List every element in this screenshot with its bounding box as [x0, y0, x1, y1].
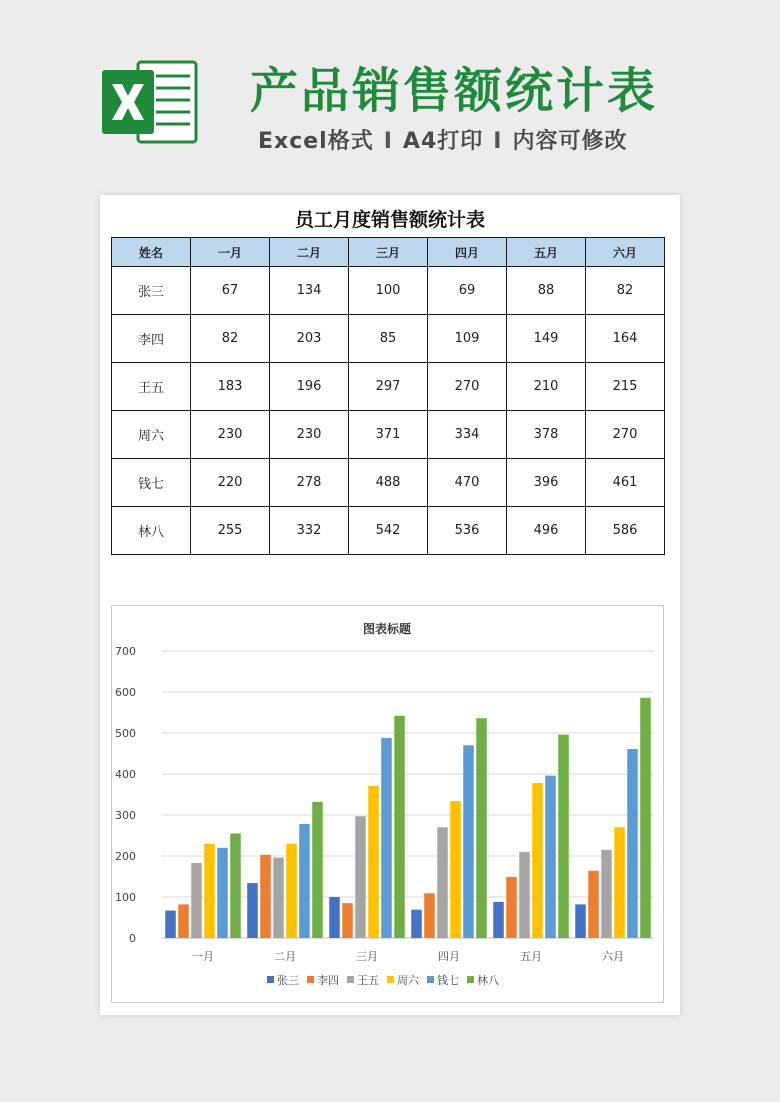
- y-tick-label: 0: [129, 932, 136, 945]
- legend-swatch: [347, 976, 354, 983]
- cell-value: 297: [349, 363, 428, 411]
- y-tick-label: 700: [115, 645, 136, 658]
- page-header: [0, 0, 780, 195]
- bar: [575, 904, 586, 938]
- bar: [191, 863, 202, 938]
- bar-chart: [112, 606, 663, 1002]
- x-tick-label: 二月: [274, 950, 296, 963]
- legend-label: 林八: [477, 974, 499, 987]
- subtitle-separator: I: [493, 129, 503, 154]
- legend-label: 周六: [397, 974, 419, 987]
- cell-name: 王五: [112, 363, 191, 411]
- cell-value: 69: [428, 267, 507, 315]
- cell-value: 109: [428, 315, 507, 363]
- y-tick-label: 300: [115, 809, 136, 822]
- bar: [450, 801, 461, 938]
- bar: [506, 877, 517, 938]
- x-tick-label: 四月: [438, 950, 460, 963]
- legend-swatch: [307, 976, 314, 983]
- cell-name: 钱七: [112, 459, 191, 507]
- legend-label: 李四: [317, 974, 339, 987]
- subtitle-print: A4打印: [402, 129, 484, 154]
- legend-swatch: [267, 976, 274, 983]
- bar: [178, 904, 189, 938]
- table-row: [112, 315, 665, 363]
- y-tick-label: 500: [115, 727, 136, 740]
- page-subtitle: [258, 124, 627, 155]
- bar: [247, 883, 258, 938]
- bar: [545, 776, 556, 938]
- cell-value: 230: [191, 411, 270, 459]
- legend-swatch: [387, 976, 394, 983]
- bar: [411, 910, 422, 938]
- cell-value: 378: [507, 411, 586, 459]
- bar: [381, 738, 392, 938]
- bar: [204, 844, 215, 938]
- table-header-row: [112, 238, 665, 267]
- bar: [493, 902, 504, 938]
- cell-value: 255: [191, 507, 270, 555]
- bar: [312, 802, 323, 938]
- x-axis-ticks: [192, 950, 624, 963]
- y-tick-label: 400: [115, 768, 136, 781]
- bar: [165, 911, 176, 938]
- cell-value: 278: [270, 459, 349, 507]
- header-cell-month: 三月: [349, 238, 428, 267]
- bar: [476, 718, 487, 938]
- cell-value: 215: [586, 363, 665, 411]
- cell-value: 332: [270, 507, 349, 555]
- cell-value: 203: [270, 315, 349, 363]
- legend-label: 钱七: [437, 974, 459, 987]
- bar: [532, 783, 543, 938]
- bar: [424, 893, 435, 938]
- page-title: 产品销售额统计表: [250, 63, 659, 119]
- chart-bars: [165, 698, 651, 938]
- table-row: [112, 267, 665, 315]
- x-tick-label: 五月: [520, 950, 542, 963]
- bar: [299, 824, 310, 938]
- subtitle-editable: 内容可修改: [512, 129, 628, 154]
- cell-value: 542: [349, 507, 428, 555]
- header-cell-month: 六月: [586, 238, 665, 267]
- cell-value: 270: [586, 411, 665, 459]
- legend-swatch: [427, 976, 434, 983]
- excel-logo-icon: [100, 56, 200, 148]
- cell-value: 196: [270, 363, 349, 411]
- cell-value: 134: [270, 267, 349, 315]
- header-cell-name: 姓名: [112, 238, 191, 267]
- bar: [342, 903, 353, 938]
- chart-legend: [267, 973, 499, 987]
- cell-value: 149: [507, 315, 586, 363]
- chart-container: [111, 605, 664, 1003]
- bar: [273, 858, 284, 938]
- cell-value: 67: [191, 267, 270, 315]
- x-tick-label: 一月: [192, 950, 214, 963]
- subtitle-format: Excel格式: [258, 129, 374, 154]
- cell-name: 周六: [112, 411, 191, 459]
- bar: [368, 786, 379, 938]
- cell-value: 100: [349, 267, 428, 315]
- y-axis-ticks: [115, 645, 136, 945]
- cell-value: 396: [507, 459, 586, 507]
- bar: [286, 844, 297, 938]
- table-row: [112, 411, 665, 459]
- cell-name: 张三: [112, 267, 191, 315]
- header-cell-month: 四月: [428, 238, 507, 267]
- y-tick-label: 100: [115, 891, 136, 904]
- table-row: [112, 507, 665, 555]
- bar: [437, 827, 448, 938]
- cell-name: 林八: [112, 507, 191, 555]
- cell-value: 371: [349, 411, 428, 459]
- y-tick-label: 600: [115, 686, 136, 699]
- bar: [588, 871, 599, 938]
- bar: [329, 897, 340, 938]
- cell-value: 210: [507, 363, 586, 411]
- bar: [627, 749, 638, 938]
- legend-label: 张三: [277, 974, 299, 987]
- header-cell-month: 五月: [507, 238, 586, 267]
- bar: [640, 698, 651, 938]
- cell-value: 88: [507, 267, 586, 315]
- cell-value: 220: [191, 459, 270, 507]
- bar: [463, 745, 474, 938]
- cell-value: 461: [586, 459, 665, 507]
- cell-value: 164: [586, 315, 665, 363]
- cell-value: 82: [586, 267, 665, 315]
- bar: [614, 827, 625, 938]
- cell-value: 270: [428, 363, 507, 411]
- cell-value: 496: [507, 507, 586, 555]
- cell-value: 586: [586, 507, 665, 555]
- bar: [519, 852, 530, 938]
- bar: [260, 855, 271, 938]
- cell-value: 470: [428, 459, 507, 507]
- y-tick-label: 200: [115, 850, 136, 863]
- chart-title: 图表标题: [362, 622, 412, 636]
- header-cell-month: 二月: [270, 238, 349, 267]
- bar: [601, 850, 612, 938]
- cell-value: 230: [270, 411, 349, 459]
- sheet-title: 员工月度销售额统计表: [294, 209, 485, 231]
- sheet-paper: [100, 195, 680, 1015]
- header-cell-month: 一月: [191, 238, 270, 267]
- cell-value: 536: [428, 507, 507, 555]
- x-tick-label: 三月: [356, 950, 378, 963]
- cell-name: 李四: [112, 315, 191, 363]
- bar: [355, 816, 366, 938]
- bar: [217, 848, 228, 938]
- bar: [394, 716, 405, 938]
- legend-swatch: [467, 976, 474, 983]
- table-row: [112, 363, 665, 411]
- legend-label: 王五: [357, 974, 379, 987]
- cell-value: 183: [191, 363, 270, 411]
- x-tick-label: 六月: [602, 950, 624, 963]
- cell-value: 82: [191, 315, 270, 363]
- subtitle-separator: I: [383, 129, 393, 154]
- cell-value: 334: [428, 411, 507, 459]
- sales-table: [111, 237, 665, 555]
- bar: [230, 833, 241, 938]
- cell-value: 85: [349, 315, 428, 363]
- bar: [558, 735, 569, 938]
- cell-value: 488: [349, 459, 428, 507]
- table-row: [112, 459, 665, 507]
